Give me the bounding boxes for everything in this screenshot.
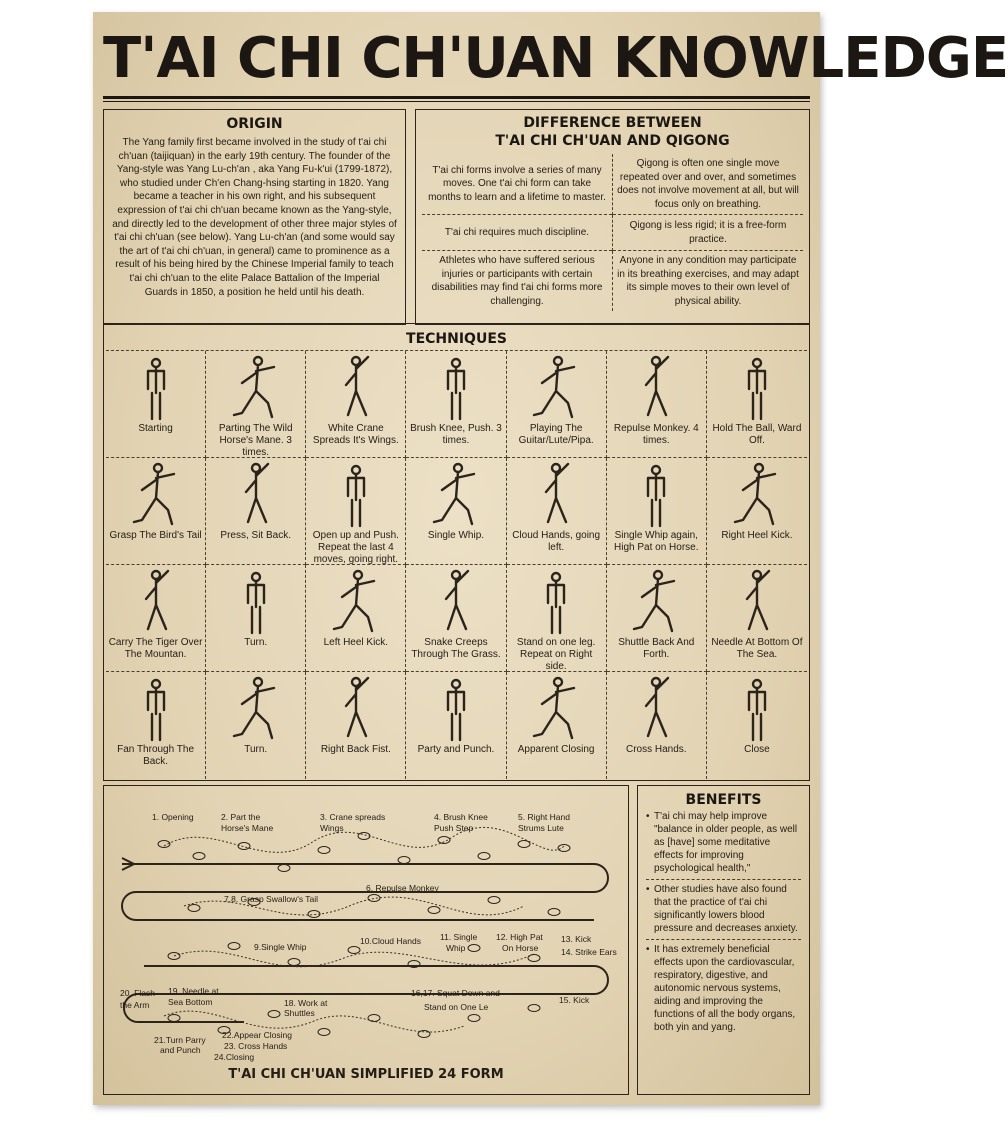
technique-card — [507, 565, 607, 672]
technique-card — [106, 458, 206, 565]
footprint-icon — [193, 853, 205, 860]
tai-chi-figure-icon — [628, 460, 684, 530]
technique-card — [406, 565, 506, 672]
tai-chi-figure-icon — [428, 674, 484, 744]
tai-chi-figure-icon — [729, 674, 785, 744]
footprint-icon — [488, 897, 500, 904]
tai-chi-figure-icon — [228, 674, 284, 744]
technique-name: Close — [744, 744, 770, 755]
qigong-cell: Anyone in any condition may participate in its breathing exercises, and may adapt its simple moves to their own level of physical ability. — [613, 251, 804, 312]
form-label: 15. Kick — [559, 995, 590, 1005]
benefits-heading: BENEFITS — [685, 792, 762, 808]
form-label: 22.Appear Closing — [222, 1030, 292, 1040]
technique-card — [306, 351, 406, 458]
footprint-icon — [358, 833, 370, 840]
page-title: T'AI CHI CH'UAN KNOWLEDGE — [103, 26, 1008, 91]
footprint-icon — [188, 905, 200, 912]
form-label: 11. Single — [440, 932, 478, 942]
form-label: 5. Right Hand — [518, 812, 570, 822]
benefit-text: It has extremely beneficial effects upon the cardiovascular, respiratory, digestive, and autonomic nervous systems, aiding and improving the functions of all the body organs, both yin and yang. — [654, 944, 796, 1033]
form-label: 2. Part the — [221, 812, 261, 822]
benefit-text: Other studies have also found that the practice of t'ai chi significantly lowers blood pressure and decreases anxiety. — [654, 884, 798, 934]
footprint-icon — [558, 845, 570, 852]
technique-card — [507, 458, 607, 565]
technique-card — [106, 565, 206, 672]
tai-chi-figure-icon — [528, 353, 584, 423]
technique-name: Repulse Monkey. 4 times. — [613, 423, 699, 446]
difference-heading-line1: DIFFERENCE BETWEEN — [523, 115, 702, 131]
bullet-icon: • — [646, 944, 650, 955]
form-label: 24.Closing — [214, 1052, 255, 1062]
origin-text: The Yang family first became involved in the study of t'ai chi ch'uan (taijiquan) in the early 19th century. The founder of the Yang-style was Yang Lu-ch'an , aka Yang Fu-k'ui (1799-1872), who studied under Ch'en Chang-hsing starting in 1820. Yang became a teacher in his own right, and his subsequent expression of t'ai chi ch'uan became known as the Yang-style, and directly led to the development of other three major styles of t'ai chi ch'uan (see below). Yang Lu-ch'an (and some would say the art of t'ai chi ch'uan, in general) came to prominence as a result of his being hired by the Chinese Imperial family to teach t'ai chi ch'uan to the elite Palace Battalion of the Imperial Guards in 1850, a position he held until his death. — [112, 137, 397, 298]
tai-chi-figure-icon — [428, 353, 484, 423]
footprint-icon — [288, 959, 300, 966]
form-label: Whip — [446, 943, 466, 953]
technique-name: Grasp The Bird's Tail — [109, 530, 202, 541]
form-label: On Horse — [502, 943, 539, 953]
footprint-icon — [168, 1015, 180, 1022]
tai-chi-figure-icon — [528, 674, 584, 744]
footprint-icon — [238, 843, 250, 850]
form-label: 6. Repulse Monkey — [366, 883, 439, 893]
tai-chi-figure-icon — [729, 460, 785, 530]
footprint-icon — [318, 1029, 330, 1036]
techniques-heading: TECHNIQUES — [106, 328, 807, 351]
difference-row — [422, 215, 803, 251]
technique-card — [106, 351, 206, 458]
technique-card — [406, 458, 506, 565]
technique-name: Left Heel Kick. — [323, 637, 389, 648]
tai-chi-figure-icon — [628, 674, 684, 744]
tai-chi-figure-icon — [528, 567, 584, 637]
technique-name: Single Whip again, High Pat on Horse. — [614, 530, 699, 553]
footprint-icon — [438, 837, 450, 844]
footprint-icon — [228, 943, 240, 950]
tai-chi-figure-icon — [128, 353, 184, 423]
technique-name: Fan Through The Back. — [117, 744, 195, 767]
technique-card — [406, 351, 506, 458]
form-label: Wings — [320, 823, 344, 833]
footprint-icon — [468, 945, 480, 952]
bullet-icon: • — [646, 811, 650, 822]
technique-card — [707, 351, 807, 458]
technique-name: Cross Hands. — [625, 744, 687, 755]
form-label: Shuttles — [284, 1008, 315, 1018]
technique-card — [607, 458, 707, 565]
technique-card — [607, 672, 707, 779]
form-diagram-section — [103, 785, 629, 1095]
technique-card — [707, 565, 807, 672]
technique-name: Open up and Push. Repeat the last 4 moves, going right. — [312, 530, 399, 565]
footprint-icon — [268, 1011, 280, 1018]
form-label: and Punch — [160, 1045, 201, 1055]
tai-chi-figure-icon — [228, 460, 284, 530]
technique-name: Brush Knee, Push. 3 times. — [410, 423, 502, 446]
tai-chi-figure-icon — [628, 353, 684, 423]
footprint-icon — [548, 909, 560, 916]
origin-heading: ORIGIN — [226, 116, 283, 132]
tai-chi-figure-icon — [428, 460, 484, 530]
technique-card — [206, 565, 306, 672]
technique-card — [306, 458, 406, 565]
form-label: 20. Flash — [120, 988, 155, 998]
form-label: 21.Turn Parry — [154, 1035, 206, 1045]
form-label: Push Step — [434, 823, 474, 833]
technique-card — [206, 672, 306, 779]
technique-card — [106, 672, 206, 779]
benefit-item — [646, 810, 801, 879]
technique-card — [406, 672, 506, 779]
technique-name: Playing The Guitar/Lute/Pipa. — [518, 423, 594, 446]
technique-card — [707, 672, 807, 779]
tai-chi-figure-icon — [128, 674, 184, 744]
qigong-cell: Qigong is less rigid; it is a free-form practice. — [613, 215, 804, 251]
technique-card — [206, 351, 306, 458]
technique-name: Shuttle Back And Forth. — [618, 637, 695, 660]
form-label: 18. Work at — [284, 998, 328, 1008]
tai-chi-figure-icon — [628, 567, 684, 637]
footprint-icon — [468, 1015, 480, 1022]
technique-name: Party and Punch. — [417, 744, 495, 755]
benefits-section — [637, 785, 810, 1095]
form-label: 3. Crane spreads — [320, 812, 386, 822]
form-title: T'AI CHI CH'UAN SIMPLIFIED 24 FORM — [228, 1067, 504, 1082]
technique-name: Turn. — [244, 637, 268, 648]
technique-name: White Crane Spreads It's Wings. — [312, 423, 399, 446]
footprint-icon — [278, 865, 290, 872]
form-label: 4. Brush Knee — [434, 812, 488, 822]
tai-chi-figure-icon — [428, 567, 484, 637]
form-label: 1. Opening — [152, 812, 194, 822]
technique-name: Carry The Tiger Over The Mountan. — [108, 637, 203, 660]
tai-chi-figure-icon — [228, 567, 284, 637]
technique-name: Cloud Hands, going left. — [512, 530, 601, 553]
tai-chi-figure-icon — [128, 460, 184, 530]
form-label: 19. Needle at — [168, 986, 219, 996]
origin-section — [103, 109, 406, 325]
title-underline-thin — [103, 101, 810, 102]
form-label: 14. Strike Ears — [561, 947, 617, 957]
form-label: 9.Single Whip — [254, 942, 307, 952]
difference-table — [422, 154, 803, 311]
tai-chi-figure-icon — [328, 460, 384, 530]
technique-name: Stand on one leg. Repeat on Right side. — [516, 637, 596, 672]
technique-name: Snake Creeps Through The Grass. — [411, 637, 501, 660]
difference-row — [422, 154, 803, 215]
poster — [93, 12, 1008, 1105]
benefit-item — [646, 939, 801, 1038]
technique-card — [306, 565, 406, 672]
tai-chi-figure-icon — [528, 460, 584, 530]
taichi-cell: T'ai chi forms involve a series of many moves. One t'ai chi form can take months to learn and a lifetime to master. — [428, 164, 606, 203]
techniques-grid — [106, 351, 807, 779]
difference-section — [415, 109, 810, 325]
footprint-icon — [368, 1015, 380, 1022]
form-label: the Arm — [120, 1000, 150, 1010]
techniques-section — [103, 323, 810, 781]
technique-name: Press, Sit Back. — [220, 530, 291, 541]
form-label: 10.Cloud Hands — [360, 936, 421, 946]
form-label: 13. Kick — [561, 934, 592, 944]
footprint-icon — [318, 847, 330, 854]
tai-chi-figure-icon — [128, 567, 184, 637]
form-label: Horse's Mane — [221, 823, 274, 833]
form-label: Stand on One Le — [424, 1002, 489, 1012]
technique-name: Starting — [138, 423, 173, 434]
tai-chi-figure-icon — [228, 353, 284, 423]
form-label: 12. High Pat — [496, 932, 543, 942]
technique-name: Right Back Fist. — [320, 744, 391, 755]
technique-name: Hold The Ball, Ward Off. — [712, 423, 802, 446]
technique-name: Needle At Bottom Of The Sea. — [711, 637, 803, 660]
footprint-icon — [478, 853, 490, 860]
technique-name: Parting The Wild Horse's Mane. 3 times. — [218, 423, 293, 458]
footprint-icon — [398, 857, 410, 864]
footprint-icon — [528, 955, 540, 962]
technique-name: Right Heel Kick. — [721, 530, 793, 541]
technique-card — [607, 565, 707, 672]
tai-chi-figure-icon — [729, 567, 785, 637]
technique-card — [507, 351, 607, 458]
form-label: Sea Bottom — [168, 997, 213, 1007]
form-label: 16,17. Squat Down and — [411, 988, 500, 998]
technique-name: Turn. — [244, 744, 268, 755]
taichi-cell: T'ai chi requires much discipline. — [422, 215, 613, 251]
form-label: 7,8. Grasp Swallow's Tail — [224, 894, 319, 904]
footprint-icon — [428, 907, 440, 914]
bullet-icon: • — [646, 884, 650, 895]
footprint-icon — [528, 1005, 540, 1012]
technique-card — [206, 458, 306, 565]
qigong-cell: Qigong is often one single move repeated over and over, and sometimes does not involve movement at all, but will focus only on breathing. — [613, 154, 804, 215]
form-label: 23. Cross Hands — [224, 1041, 288, 1051]
technique-card — [607, 351, 707, 458]
difference-heading-line2: T'AI CHI CH'UAN AND QIGONG — [495, 133, 730, 149]
footprint-icon — [348, 947, 360, 954]
tai-chi-figure-icon — [729, 353, 785, 423]
benefit-text: T'ai chi may help improve "balance in older people, as well as [have] some meditative effects for improving psychological health," — [654, 811, 798, 874]
tai-chi-figure-icon — [328, 674, 384, 744]
technique-name: Single Whip. — [427, 530, 485, 541]
tai-chi-figure-icon — [328, 353, 384, 423]
footprint-icon — [518, 841, 530, 848]
benefit-item — [646, 879, 801, 939]
footprint-icon — [368, 895, 380, 902]
tai-chi-figure-icon — [328, 567, 384, 637]
difference-row — [422, 251, 803, 312]
technique-name: Apparent Closing — [517, 744, 595, 755]
taichi-cell: Athletes who have suffered serious injuries or participants with certain disabilities may find t'ai chi forms more challenging. — [422, 251, 613, 312]
form-label: Strums Lute — [518, 823, 564, 833]
technique-card — [507, 672, 607, 779]
technique-card — [707, 458, 807, 565]
title-underline — [103, 96, 810, 99]
technique-card — [306, 672, 406, 779]
